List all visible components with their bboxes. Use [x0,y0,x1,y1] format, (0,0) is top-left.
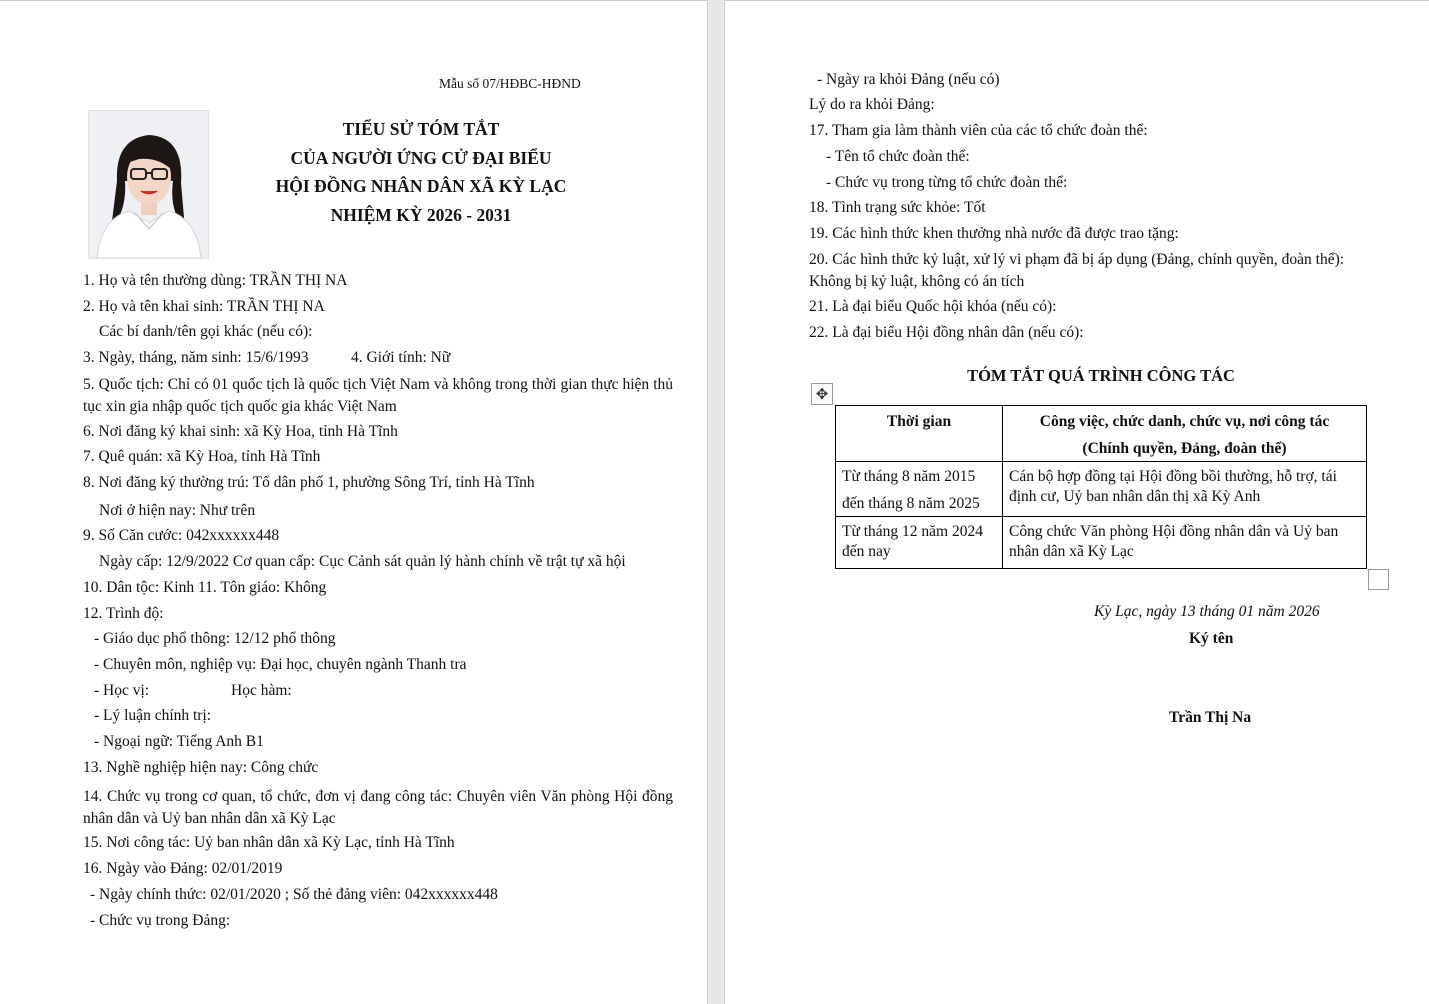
field-party-official-date: - Ngày chính thức: 02/01/2020 ; Số thẻ đảng viên: 042xxxxxx448 [90,886,498,903]
field-organization-name: - Tên tổ chức đoàn thể: [826,148,970,165]
portrait-image [89,111,208,258]
field-current-residence: Nơi ở hiện nay: Như trên [99,502,256,519]
field-education-heading: 12. Trình độ: [83,605,164,622]
field-organization-position: - Chức vụ trong từng tổ chức đoàn thể: [826,174,1068,191]
title-line-1: TIỂU SỬ TÓM TẮT [342,119,500,139]
field-party-leave-date: - Ngày ra khỏi Đảng (nếu có) [817,71,1000,88]
field-birth-date: 3. Ngày, tháng, năm sinh: 15/6/1993 [83,349,309,366]
row-2-time-start: Từ tháng 12 năm 2024 [842,523,983,540]
field-organizations: 17. Tham gia làm thành viên của các tổ chức đoàn thể: [809,122,1148,139]
row-1-time [836,462,1003,517]
header-description-line-2: (Chính quyền, Đảng, đoàn thể) [1082,440,1287,457]
row-2-time [836,517,1003,569]
work-history-title: TÓM TẮT QUÁ TRÌNH CÔNG TÁC [967,366,1235,385]
signer-name: Trần Thị Na [1169,709,1252,726]
field-party-position: - Chức vụ trong Đảng: [90,912,231,929]
row-1-time-end: đến tháng 8 năm 2025 [842,495,980,512]
row-2-description: Công chức Văn phòng Hội đồng nhân dân và Uỷ ban nhân dân xã Kỳ Lạc [1003,517,1367,569]
field-permanent-residence: 8. Nơi đăng ký thường trú: Tổ dân phố 1, phường Sông Trí, tỉnh Hà Tĩnh [83,474,535,491]
field-hometown: 7. Quê quán: xã Kỳ Hoa, tỉnh Hà Tĩnh [83,448,321,465]
field-gender: 4. Giới tính: Nữ [351,349,451,366]
field-birth-registration: 6. Nơi đăng ký khai sinh: xã Kỳ Hoa, tỉnh Hà Tĩnh [83,423,398,440]
signature-date-place: Kỳ Lạc, ngày 13 tháng 01 năm 2026 [1094,603,1320,620]
document-page-left [0,0,708,1004]
field-academic-title: Học hàm: [231,682,292,699]
field-national-assembly: 21. Là đại biểu Quốc hội khóa (nếu có): [809,298,1057,315]
row-1-description: Cán bộ hợp đồng tại Hội đồng bồi thường, hỗ trợ, tái định cư, Uỷ ban nhân dân thị xã Kỳ Anh [1003,462,1367,517]
field-discipline-value: Không bị kỷ luật, không có án tích [809,273,1025,290]
field-common-name: 1. Họ và tên thường dùng: TRẦN THỊ NA [83,272,348,289]
work-history-table [835,405,1367,569]
candidate-photo [88,110,209,259]
field-awards: 19. Các hình thức khen thưởng nhà nước đã được trao tặng: [809,225,1179,242]
field-position: 14. Chức vụ trong cơ quan, tổ chức, đơn vị đang công tác: Chuyên viên Văn phòng Hội đồng nhân dân và Uỷ ban nhân dân xã Kỳ Lạc [83,788,673,827]
field-nationality: 5. Quốc tịch: Chỉ có 01 quốc tịch là quốc tịch Việt Nam và không trong thời gian thực hiện thủ tục xin gia nhập quốc tịch quốc gia khác Việt Nam [83,376,673,415]
title-line-2: CỦA NGƯỜI ỨNG CỬ ĐẠI BIỂU [290,148,552,168]
header-description [1003,406,1367,462]
title-line-3: HỘI ĐỒNG NHÂN DÂN XÃ KỲ LẠC [275,176,567,196]
form-code: Mẫu số 07/HĐBC-HĐND [439,76,581,91]
field-foreign-language: - Ngoại ngữ: Tiếng Anh B1 [94,733,264,750]
field-aliases: Các bí danh/tên gọi khác (nếu có): [99,323,313,340]
field-specialization: - Chuyên môn, nghiệp vụ: Đại học, chuyên ngành Thanh tra [94,656,467,673]
signature-label: Ký tên [1189,630,1234,647]
field-party-leave-reason: Lý do ra khỏi Đảng: [809,96,935,113]
field-general-education: - Giáo dục phổ thông: 12/12 phổ thông [94,630,336,647]
field-id-number: 9. Số Căn cước: 042xxxxxx448 [83,527,280,544]
header-description-line-1: Công việc, chức danh, chức vụ, nơi công tác [1039,413,1330,430]
table-resize-handle[interactable] [1368,569,1389,590]
row-1-time-start: Từ tháng 8 năm 2015 [842,468,976,485]
field-birth-name: 2. Họ và tên khai sinh: TRẦN THỊ NA [83,298,325,315]
field-discipline: 20. Các hình thức kỷ luật, xử lý vi phạm đã bị áp dụng (Đảng, chính quyền, đoàn thể): [809,251,1345,268]
table-row [836,517,1367,569]
table-row [836,462,1367,517]
field-ethnicity-religion: 10. Dân tộc: Kinh 11. Tôn giáo: Không [83,579,327,596]
table-header-row [836,406,1367,462]
field-political-theory: - Lý luận chính trị: [94,707,212,724]
field-id-issue: Ngày cấp: 12/9/2022 Cơ quan cấp: Cục Cảnh sát quản lý hành chính về trật tự xã hội [99,553,626,570]
field-peoples-council: 22. Là đại biểu Hội đồng nhân dân (nếu có): [809,324,1084,341]
title-line-4: NHIỆM KỲ 2026 - 2031 [330,205,512,225]
field-degree: - Học vị: [94,682,150,699]
field-workplace: 15. Nơi công tác: Uỷ ban nhân dân xã Kỳ Lạc, tỉnh Hà Tĩnh [83,834,455,851]
field-occupation: 13. Nghề nghiệp hiện nay: Công chức [83,759,319,776]
header-time: Thời gian [836,406,1003,462]
field-health: 18. Tình trạng sức khỏe: Tốt [809,199,986,216]
field-party-join-date: 16. Ngày vào Đảng: 02/01/2019 [83,860,283,877]
row-2-time-end: đến nay [842,543,891,560]
table-move-icon[interactable]: ✥ [811,383,833,405]
